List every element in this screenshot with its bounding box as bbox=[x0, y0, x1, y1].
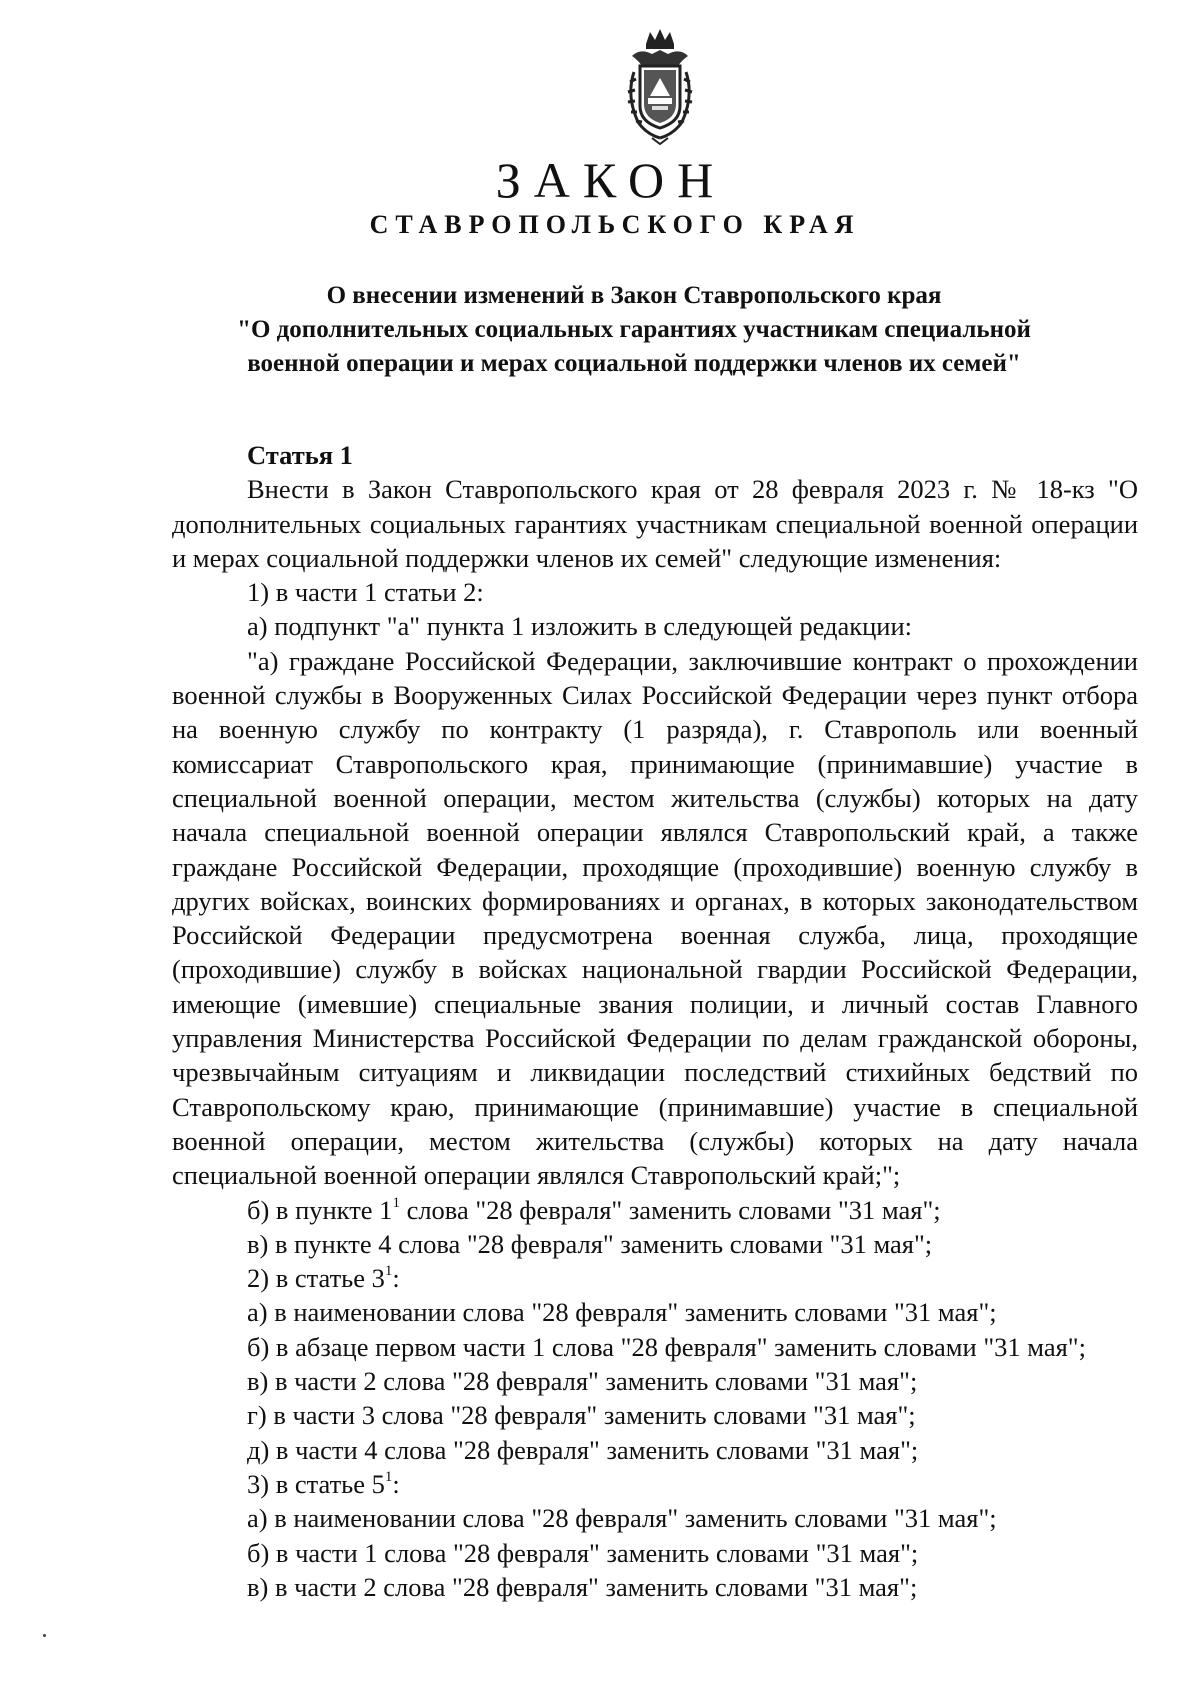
clause-1a-new-text: "а) граждане Российской Федерации, заключившие контракт о прохождении военной службы в Вооруженных Силах Российской Федерации через пункт отбора на военную службу по контракту (1 разряда), г. Ставрополь или военный комиссариат Ставропольского края, принимающие (принимавшие) участие в специальной военной операции, местом жительства (службы) которых на дату начала специальной военной операции являлся Ставропольский край, а также граждане Российской Федерации, проходящие (проходившие) военную службу в других войсках, воинских формированиях и органах, в которых законодательством Российской Федерации предусмотрена военная служба, лица, проходящие (проходившие) службу в войсках национальной гвардии Российской Федерации, имеющие (имевшие) специальные звания полиции, и личный состав Главного управления Министерства Российской Федерации по делам гражданской обороны, чрезвычайным ситуациям и ликвидации последствий стихийных бедствий по Ставропольскому краю, принимающие (принимавшие) участие в специальной военной операции, местом жительства (службы) которых на дату начала специальной военной операции являлся Ставропольский край;"; bbox=[172, 645, 1138, 1191]
clause-3a: а) в наименовании слова "28 февраля" заменить словами "31 мая"; bbox=[247, 1503, 997, 1534]
clause-2v: в) в части 2 слова "28 февраля" заменить словами "31 мая"; bbox=[247, 1366, 918, 1397]
clause-2d: д) в части 4 слова "28 февраля" заменить словами "31 мая"; bbox=[247, 1434, 919, 1465]
superscript: 1 bbox=[384, 1469, 393, 1486]
clause-1b bbox=[172, 1193, 1138, 1227]
clause-1v: в) в пункте 4 слова "28 февраля" заменить словами "31 мая"; bbox=[247, 1228, 933, 1259]
heading-line: "О дополнительных социальных гарантиях участникам специальной bbox=[237, 316, 1031, 343]
region-subtitle: СТАВРОПОЛЬСКОГО КРАЯ bbox=[369, 210, 861, 239]
clause-3b: б) в части 1 слова "28 февраля" заменить словами "31 мая"; bbox=[247, 1537, 919, 1568]
law-body bbox=[172, 438, 1138, 1604]
article-intro: Внести в Закон Ставропольского края от 28 февраля 2023 г. № 18-кз "О дополнительных социальных гарантиях участникам специальной военной операции и мерах социальной поддержки членов их семей" следующие изменения: bbox=[172, 474, 1138, 573]
document-type-title: ЗАКОН bbox=[495, 152, 727, 208]
heading-line: военной операции и мерах социальной поддержки членов их семей" bbox=[247, 350, 1021, 377]
clause-text: : bbox=[392, 1263, 400, 1294]
clause-3v: в) в части 2 слова "28 февраля" заменить словами "31 мая"; bbox=[247, 1571, 918, 1602]
superscript: 1 bbox=[392, 1194, 400, 1211]
clause-text: : bbox=[392, 1468, 400, 1499]
clause-2b: б) в абзаце первом части 1 слова "28 февраля" заменить словами "31 мая"; bbox=[247, 1331, 1086, 1362]
heading-line: О внесении изменений в Закон Ставропольского края bbox=[326, 282, 942, 309]
clause-text: 2) в статье 3 bbox=[247, 1263, 385, 1294]
law-heading bbox=[150, 279, 1118, 381]
article-title: Статья 1 bbox=[247, 440, 353, 470]
clause-text: 3) в статье 5 bbox=[247, 1468, 385, 1499]
coat-of-arms-emblem bbox=[622, 26, 698, 146]
clause-2g: г) в части 3 слова "28 февраля" заменить словами "31 мая"; bbox=[247, 1400, 916, 1431]
clause-text: слова "28 февраля" заменить словами "31 мая"; bbox=[399, 1194, 941, 1225]
clause-text: б) в пункте 1 bbox=[247, 1194, 393, 1225]
scan-speck bbox=[43, 1634, 46, 1637]
clause-1: 1) в части 1 статьи 2: bbox=[247, 577, 484, 608]
clause-2 bbox=[172, 1261, 1138, 1295]
clause-1a: а) подпункт "а" пункта 1 изложить в следующей редакции: bbox=[247, 611, 913, 642]
superscript: 1 bbox=[384, 1263, 393, 1280]
clause-2a: а) в наименовании слова "28 февраля" заменить словами "31 мая"; bbox=[247, 1297, 997, 1328]
clause-3 bbox=[172, 1467, 1138, 1501]
